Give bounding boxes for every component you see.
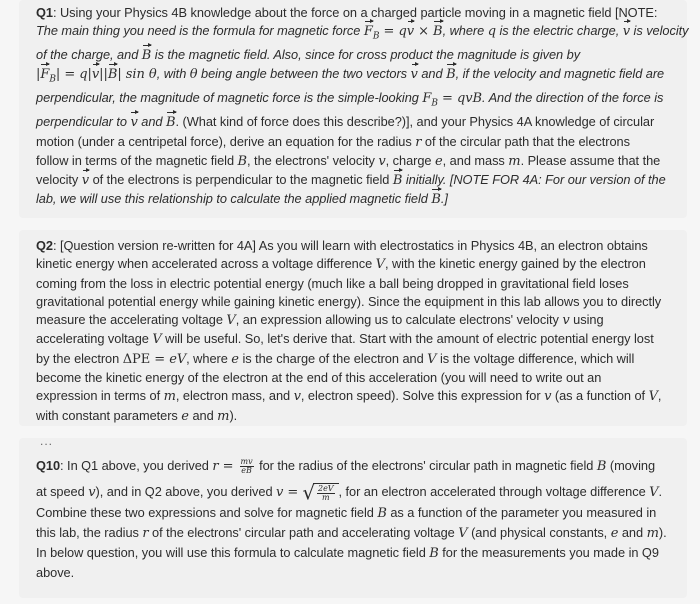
q1-simple-formula: $F_B$ = qvB [422,91,483,109]
q2-line-9: expression in terms of m, electron mass, and v, electron speed). Solve this expression for v (as a function of V, [36,388,662,405]
q10-line-3: Combine these two expressions and solve for magnetic field B as a function of the parameter you measured in [36,504,657,521]
q1-line-4: $|F_B| = q|v||B|$ sin θ, with θ being angle between the two vectors v and B, if the velocity and magnetic field are [36,66,665,86]
q10-radius-formula: r = $\frac{mv}{eB}$ [212,457,253,475]
q1-magnitude-formula: $|F_B| = q|v||B|$ sin θ [36,67,157,86]
q2-label: Q2 [36,238,53,253]
q2-line-1: Q2: [Question version re-written for 4A] As you will learn with electrostatics in Physics 4B, an electron obtains [36,238,648,253]
q10-line-6: above. [36,565,75,581]
q1-line-8: follow in terms of the magnetic field B, the electrons' velocity v, charge e, and mass m. Please assume that the [36,152,661,169]
question-2 [36,237,676,426]
ellipsis-separator: ... [40,434,54,448]
q10-label: Q10 [36,458,61,473]
q10-velocity-formula: v = √ $\frac{2eV}{m}$ [276,485,338,500]
q1-label: Q1 [36,5,53,20]
q1-line-1: Q1: Using your Physics 4B knowledge about the force on a charged particle moving in a magnetic field [NOTE: [36,5,658,20]
q1-line-7: motion (under a centripetal force), derive an equation for the radius r of the circular path that the electrons [36,133,630,150]
question-10 [36,456,676,583]
q1-line-5: perpendicular, the magnitude of magnetic force is the simple-looking $F_B$ = qvB. And the direction of the force is [36,90,664,109]
q2-line-4: gravitational potential energy while gaining kinetic energy). Since the equipment in this lab allows you to directly [36,293,662,309]
q10-line-5: In below question, you will use this formula to calculate magnetic field B for the measurements you made in Q9 [36,545,659,562]
q2-line-7: by the electron ΔPE = eV, where e is the charge of the electron and V is the voltage difference, which will [36,350,635,367]
q2-line-2: kinetic energy when accelerated across a voltage difference V, with the kinetic energy gained by the electron [36,256,646,273]
q2-line-3: coming from the loss in electric potential energy (much like a ball being dropped in gravitational field loses [36,275,629,291]
q2-line-8: become the kinetic energy of the electron at the end of this acceleration (you will need to write out an [36,370,602,386]
q1-line-9: velocity v of the electrons is perpendicular to the magnetic field B initially. [NOTE FOR 4A: For our version of the [36,171,676,190]
q10-line-2: at speed v), and in Q2 above, you derived v = √ $\frac{2eV}{m}$ , for an electron accelerated through voltage difference V. [36,480,662,505]
q2-pe-formula: ΔPE = eV [122,351,187,367]
question-1 [36,4,689,210]
q2-line-10: with constant parameters e and m). [36,407,238,424]
q1-line-3: of the charge, and B is the magnetic field. Also, since for cross product the magnitude is given by [36,46,676,65]
q1-line-6: perpendicular to v and B. (What kind of force does this describe?)], and your Physics 4A knowledge of circular [36,113,676,132]
q1-force-formula: $F_B$ = qv × B [363,24,443,42]
q2-line-6: accelerating voltage V will be useful. So, let's derive that. Start with the amount of electric potential energy lost [36,331,654,348]
q10-line-1: Q10: In Q1 above, you derived r = $\frac{mv}{eB}$ for the radius of the electrons' circular path in magnetic field B (moving [36,457,656,475]
q1-line-10: lab, we will use this relationship to calculate the applied magnetic field B.] [36,190,676,209]
q1-line-2: The main thing you need is the formula for magnetic force $F_B$ = qv × B, where q is the electric charge, v is velocity [36,23,689,42]
q2-line-5: measure the accelerating voltage V, an expression allowing us to calculate electrons' velocity v using [36,312,604,329]
q10-line-4: this lab, the radius r of the electrons' circular path and accelerating voltage V (and physical constants, e and m). [36,525,667,541]
